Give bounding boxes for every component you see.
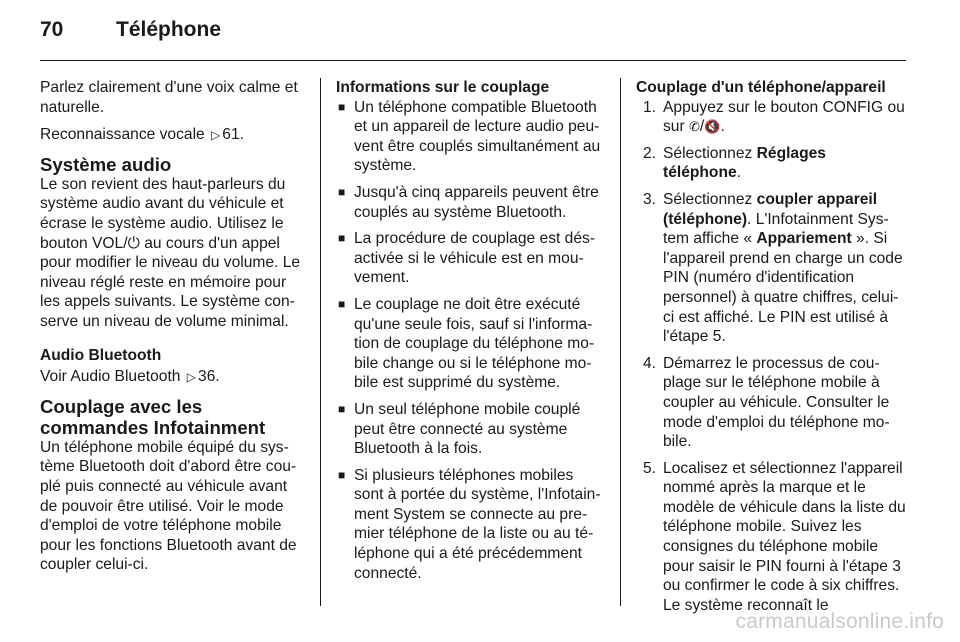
step-number: 3. [643, 190, 657, 208]
audio-system-text-1: Le son revient des haut-parleurs du système audio avant du véhicule et écrase le système audio. Utilisez le bouton VOL/ [40, 175, 286, 252]
voice-recognition-text: Reconnaissance vocale [40, 126, 205, 144]
pairing-steps-list [636, 98, 906, 616]
bullet-square-icon: ■ [338, 296, 346, 311]
list-item [336, 183, 604, 222]
list-item [336, 98, 604, 176]
paragraph-voice-recognition [40, 125, 308, 146]
list-item-text: Si plusieurs téléphones mobiles sont à portée du système, l'Infotainment System se connecte au premier téléphone de la liste ou au téléphone qui a été précédemment connecté. [354, 466, 601, 582]
list-item-text: Jusqu'à cinq appareils peuvent être couplés au système Bluetooth. [354, 183, 599, 221]
step-text-end: ». Si l'appareil prend en charge un code PIN (numéro d'identification personnel) à quatre chiffres, celui-ci est affiché. Le PIN est utilisé à l'étape 5. [663, 230, 903, 346]
step-text: Démarrez le processus de couplage sur le téléphone mobile à coupler au véhicule. Consulter le mode d'emploi du téléphone mobile. [663, 354, 890, 451]
subheading-pairing-device: Couplage d'un téléphone/appareil [636, 79, 886, 96]
bluetooth-audio-ref: 36. [198, 368, 220, 386]
page-title: Téléphone [116, 18, 222, 41]
step-text-mid: . L'Infotainment System affiche « [663, 210, 889, 248]
step-item [636, 459, 906, 616]
section-heading-pairing: Couplage avec les commandes Infotainment [40, 395, 266, 438]
icon-separator: / [699, 118, 705, 136]
subheading-bluetooth-audio: Audio Bluetooth [40, 346, 162, 364]
step-number: 2. [643, 144, 657, 162]
section-heading-audio-system: Système audio [40, 153, 172, 175]
paragraph-bluetooth-audio [40, 367, 308, 388]
phone-icon: ✆ [689, 119, 700, 135]
audio-system-text-2: au cours d'un appel pour modifier le niveau du volume. Le niveau réglé reste en mémoire pour les appels suivants. Le système conserve un niveau de volume minimal. [40, 234, 301, 330]
column-divider-2 [620, 78, 621, 606]
page-header [40, 18, 221, 42]
step-item [636, 98, 906, 137]
column-2 [336, 78, 604, 590]
page-ref-arrow-icon: ▷ [186, 370, 197, 385]
paragraph-speak-clearly: Parlez clairement d'une voix calme et naturelle. [40, 79, 298, 116]
paragraph-pairing: Un téléphone mobile équipé du système Bluetooth doit d'abord être couplé puis connecté au véhicule avant de pouvoir être utilisé. Voir le mode d'emploi de votre téléphone mobile pour les fonctions Bluetooth avant de coupler celui-ci. [40, 438, 297, 574]
list-item-text: Un seul téléphone mobile couplé peut être connecté au système Bluetooth à la fois. [354, 400, 581, 458]
step-end: . [720, 118, 725, 136]
page-ref-arrow-icon: ▷ [211, 128, 221, 143]
list-item-text: Un téléphone compatible Bluetooth et un appareil de lecture audio peuvent être couplés simultanément au système. [354, 98, 601, 175]
bullet-square-icon: ■ [338, 401, 346, 416]
menu-item-phone-settings: Réglages téléphone [663, 144, 826, 182]
bullet-square-icon: ■ [338, 231, 346, 246]
step-text: Sélectionnez [663, 144, 753, 162]
list-item [336, 400, 604, 459]
page-number: 70 [40, 18, 64, 41]
bullet-square-icon: ■ [338, 184, 346, 199]
step-item [636, 144, 906, 183]
step-end: . [736, 164, 741, 182]
header-rule [40, 60, 906, 61]
step-text: Sélectionnez [663, 190, 753, 208]
list-item [336, 466, 604, 584]
step-number: 1. [643, 98, 657, 116]
column-divider-1 [320, 78, 321, 606]
voice-recognition-ref: 61. [222, 126, 244, 144]
bullet-square-icon: ■ [338, 99, 346, 114]
list-item-text: Le couplage ne doit être exécuté qu'une seule fois, sauf si l'information de couplage du téléphone mobile change ou si le téléphone mobile est supprimé du système. [354, 295, 595, 392]
bullet-square-icon: ■ [338, 467, 346, 482]
mute-icon: 🔇 [704, 119, 721, 135]
list-item [336, 229, 604, 288]
pairing-info-list [336, 98, 604, 584]
column-3 [636, 78, 906, 622]
list-item [336, 295, 604, 393]
watermark: carmanualsonline.info [735, 610, 944, 633]
column-1 [40, 78, 308, 583]
list-item-text: La procédure de couplage est désactivée si le véhicule est en mouvement. [354, 230, 596, 287]
bluetooth-audio-text: Voir Audio Bluetooth [40, 368, 181, 386]
step-item [636, 190, 906, 347]
step-number: 4. [643, 354, 657, 372]
subheading-pairing-info: Informations sur le couplage [336, 79, 550, 96]
step-item [636, 354, 906, 452]
power-icon: ⏻ [127, 234, 140, 252]
screen-label-pairing: Appariement [756, 230, 852, 248]
step-text: Localisez et sélectionnez l'appareil nommé après la marque et le modèle de véhicule dans la liste du téléphone mobile. Suivez les consignes du téléphone mobile pour saisir le PIN fourni à l'étape 3 ou confirmer le code à six chiffres. Le système reconnaît le [663, 459, 906, 614]
paragraph-audio-system [40, 175, 308, 332]
step-text: Appuyez sur le bouton CONFIG ou sur [663, 98, 905, 136]
menu-item-pair-device: coupler appareil (téléphone) [663, 190, 878, 228]
step-number: 5. [643, 459, 657, 477]
